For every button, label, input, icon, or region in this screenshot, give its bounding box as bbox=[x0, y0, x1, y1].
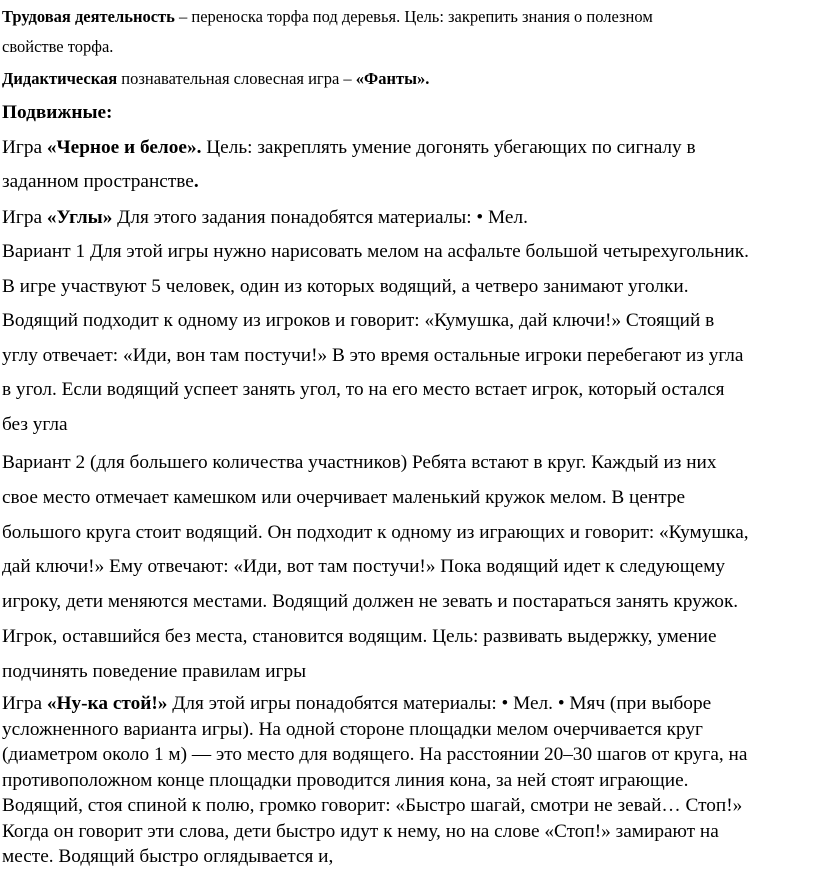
paragraph-outdoor-heading bbox=[2, 97, 112, 129]
text-line: без угла bbox=[2, 413, 68, 435]
text-line: (диаметром около 1 м) — это место для водящего. На расстоянии 20–30 шагов от круга, на bbox=[2, 744, 748, 765]
bold-heading-labor: Трудовая деятельность bbox=[2, 7, 175, 26]
text-line: Когда он говорит эти слова, дети быстро идут к нему, но на слове «Стоп!» замирают на bbox=[2, 820, 719, 842]
paragraph-black-white-game bbox=[2, 131, 696, 199]
paragraph-didactic bbox=[2, 64, 429, 94]
paragraph-corners-game bbox=[2, 201, 528, 235]
bold-heading-didactic: Дидактическая bbox=[2, 69, 118, 88]
text-run: заданном пространстве bbox=[2, 171, 194, 192]
text-line: большого круга стоит водящий. Он подходит к одному из играющих и говорит: «Кумушка, bbox=[2, 521, 749, 543]
text-line bbox=[2, 691, 747, 717]
paragraph-labor-activity bbox=[2, 2, 653, 62]
text-run: – переноска торфа под деревья. Цель: закрепить знания о полезном bbox=[174, 7, 653, 26]
text-line: Водящий подходит к одному из игроков и говорит: «Кумушка, дай ключи!» Стоящий в bbox=[2, 310, 715, 332]
text-line bbox=[2, 201, 528, 235]
text-line: свойстве торфа. bbox=[2, 37, 114, 56]
paragraph-variant-1 bbox=[2, 235, 749, 443]
text-run: Для этой игры понадобятся материалы: • Мел. • Мяч (при выборе bbox=[167, 693, 712, 714]
text-run: Игра bbox=[2, 693, 47, 714]
text-line bbox=[2, 2, 653, 32]
text-line bbox=[2, 165, 696, 199]
text-line: месте. Водящий быстро оглядывается и, bbox=[2, 846, 334, 867]
bold-game-name: «Ну-ка стой!» bbox=[46, 693, 168, 714]
text-run: Для этого задания понадобятся материалы: • Мел. bbox=[112, 207, 528, 228]
text-line: противоположном конце площадки проводится линия кона, за ней стоят играющие. bbox=[2, 769, 689, 791]
text-line: в угол. Если водящий успеет занять угол, то на его место встает игрок, который остался bbox=[2, 379, 725, 401]
text-run: Игра bbox=[2, 137, 47, 158]
text-line bbox=[2, 64, 429, 94]
paragraph-stop-game bbox=[2, 691, 747, 870]
paragraph-variant-2 bbox=[2, 446, 749, 690]
text-line: дай ключи!» Ему отвечают: «Иди, вот там постучи!» Пока водящий идет к следующему bbox=[2, 556, 726, 578]
text-line: свое место отмечает камешком или очерчивает маленький кружок мелом. В центре bbox=[2, 486, 686, 508]
text-line bbox=[2, 131, 696, 165]
text-line: Водящий, стоя спиной к полю, громко говорит: «Быстро шагай, смотри не зевай… Стоп!» bbox=[2, 795, 743, 816]
bold-heading-outdoor: Подвижные: bbox=[2, 102, 113, 123]
bold-game-name: «Углы» bbox=[46, 207, 113, 228]
section-heading bbox=[2, 97, 112, 129]
text-run: Цель: закреплять умение догонять убегающих по сигналу в bbox=[201, 137, 696, 158]
text-line: усложненного варианта игры). На одной стороне площадки мелом очерчивается круг bbox=[2, 718, 703, 740]
text-line: В игре участвуют 5 человек, один из которых водящий, а четверо занимают уголки. bbox=[2, 275, 689, 297]
bold-period: . bbox=[193, 171, 199, 192]
text-line: Игрок, оставшийся без места, становится водящим. Цель: развивать выдержку, умение bbox=[2, 625, 717, 647]
text-run: Игра bbox=[2, 207, 47, 228]
text-line: углу отвечает: «Иди, вон там постучи!» В это время остальные игроки перебегают из угла bbox=[2, 344, 744, 366]
text-line: игроку, дети меняются местами. Водящий должен не зевать и постараться занять кружок. bbox=[2, 591, 739, 613]
text-line: Вариант 2 (для большего количества участников) Ребята встают в круг. Каждый из них bbox=[2, 452, 717, 473]
text-line: подчинять поведение правилам игры bbox=[2, 660, 307, 682]
bold-game-name: «Фанты». bbox=[355, 69, 430, 88]
text-run: познавательная словесная игра – bbox=[117, 69, 356, 88]
text-line: Вариант 1 Для этой игры нужно нарисовать мелом на асфальте большой четырехугольник. bbox=[2, 241, 749, 262]
bold-game-name: «Черное и белое». bbox=[46, 137, 202, 158]
